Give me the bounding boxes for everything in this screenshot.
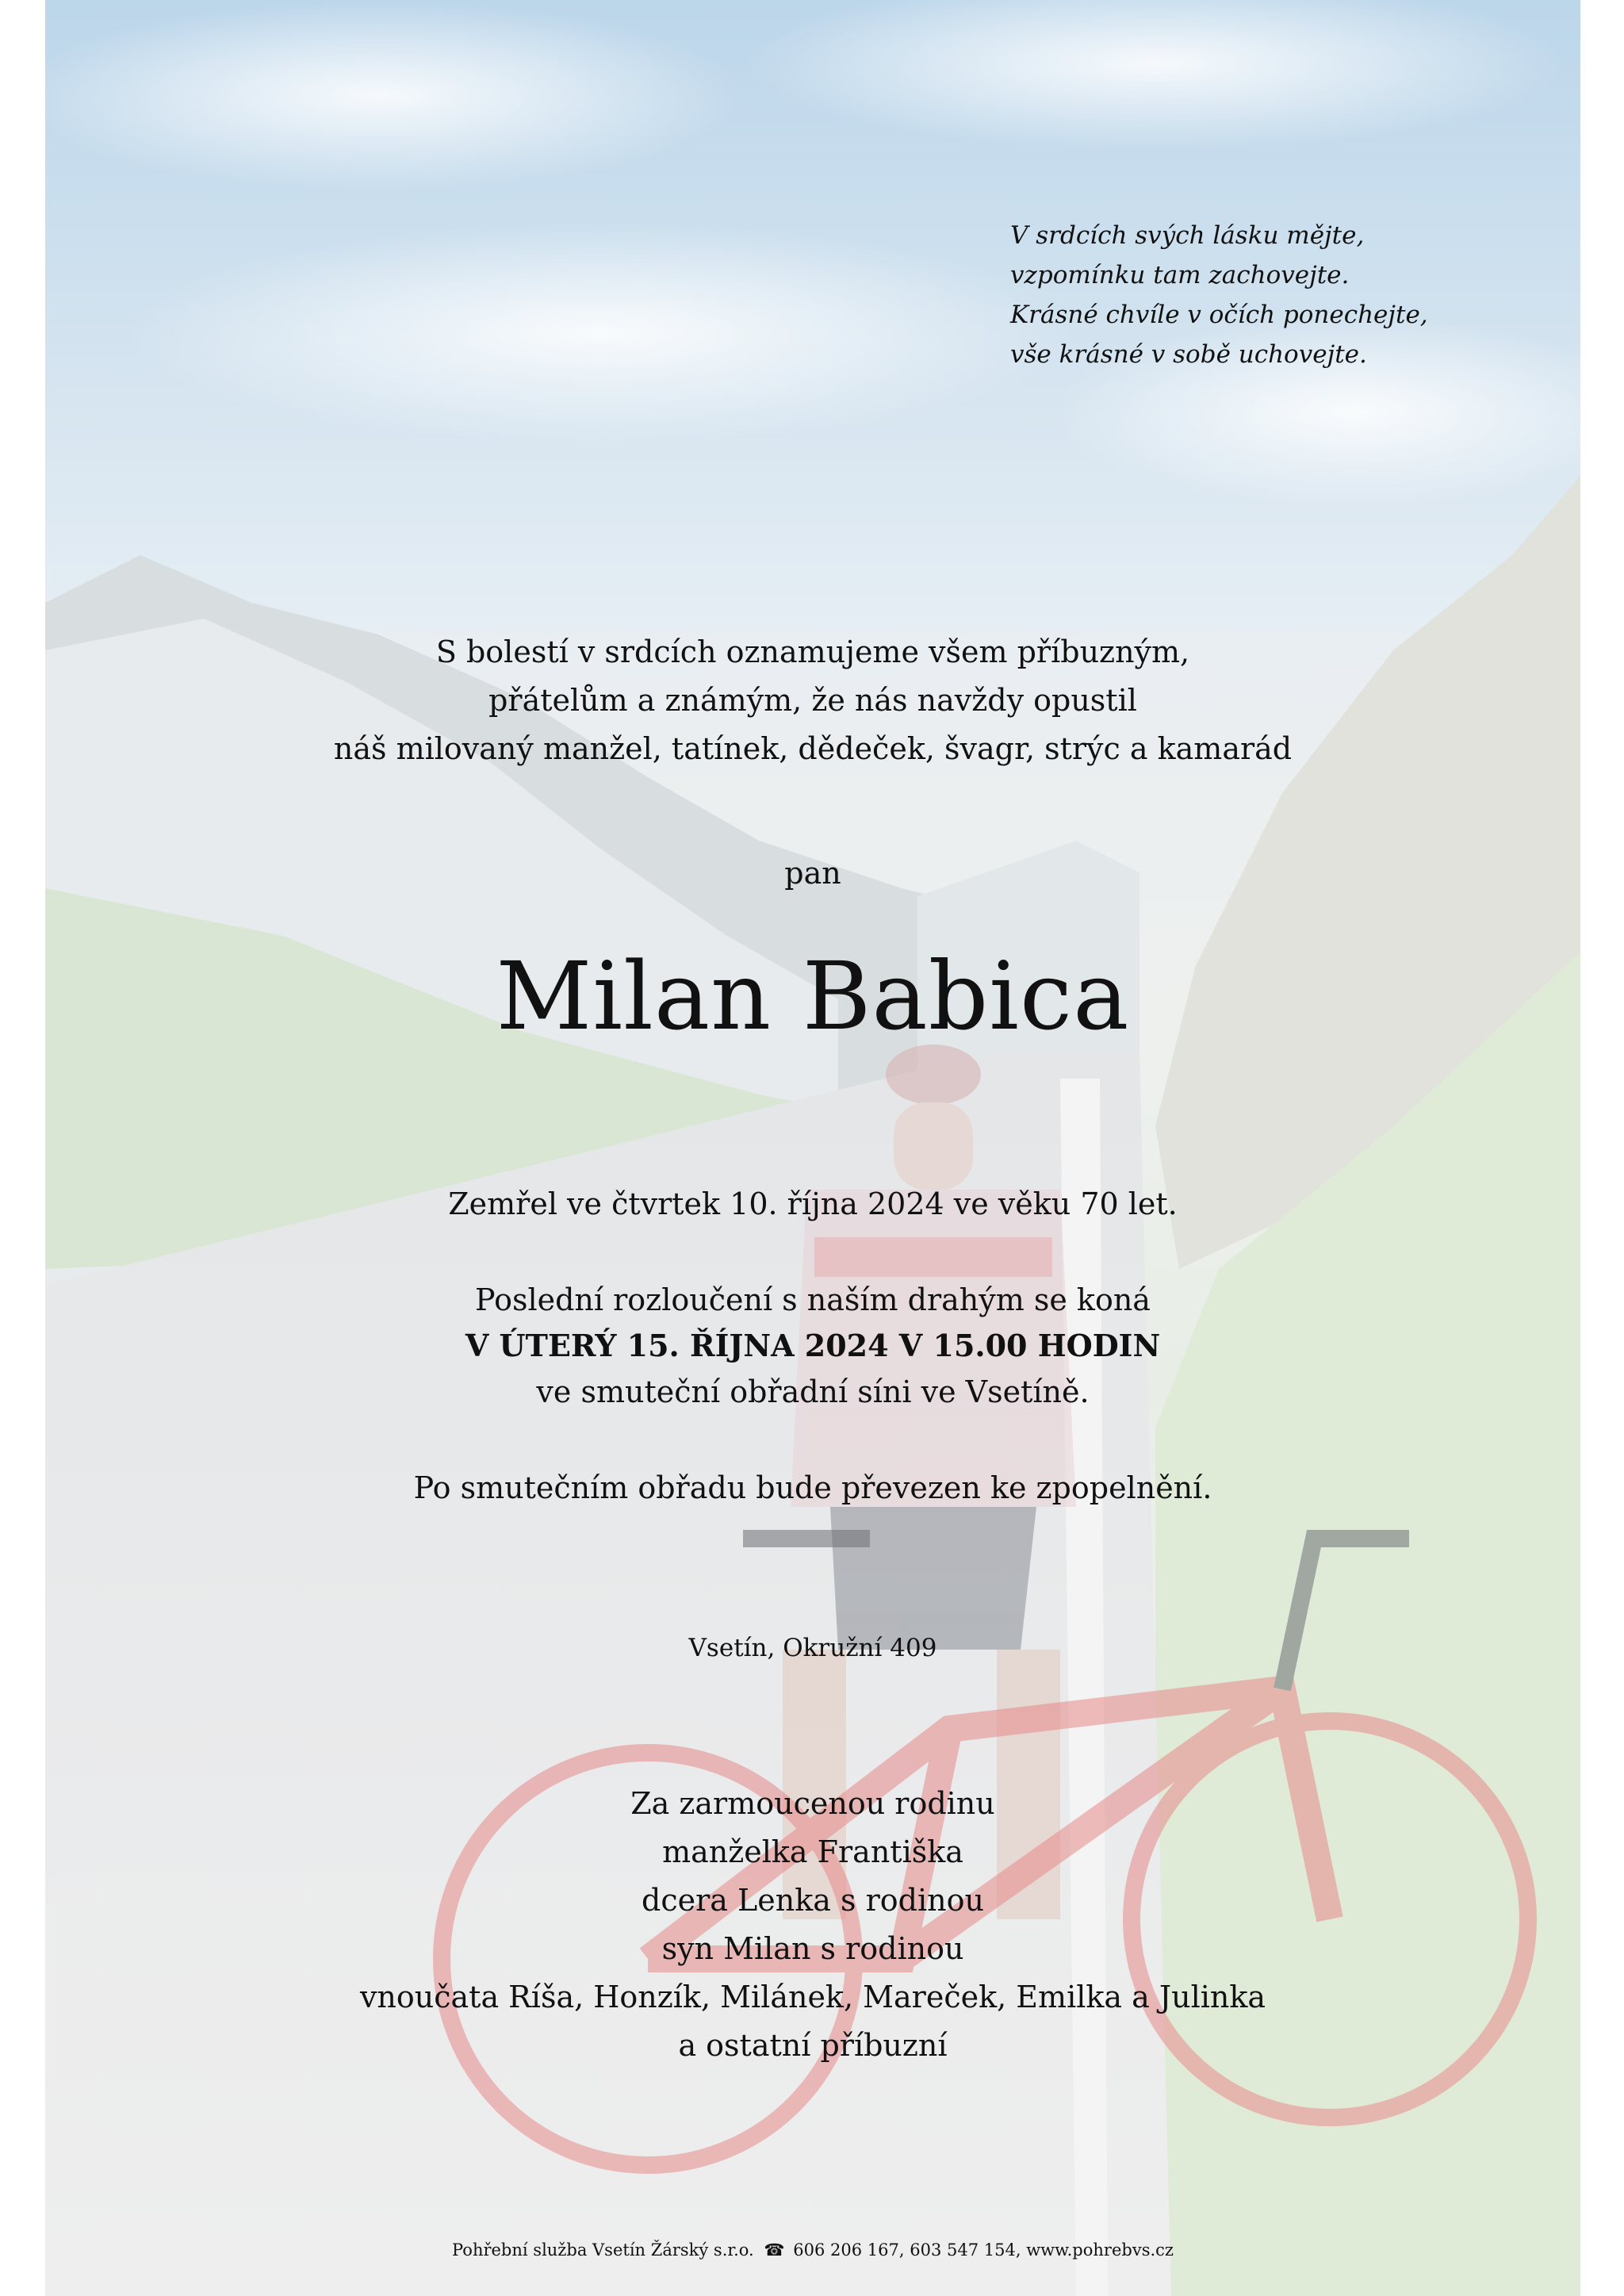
mourners-line: vnoučata Ríša, Honzík, Milánek, Mareček, Emilka a Julinka — [359, 1980, 1266, 2014]
mourners-line: manželka Františka — [662, 1834, 963, 1869]
ceremony-datetime: V ÚTERÝ 15. ŘÍJNA 2024 V 15.00 HODIN — [465, 1328, 1161, 1363]
footer-company: Pohřební služba Vsetín Žárský s.r.o. — [452, 2240, 754, 2260]
cloud — [45, 0, 743, 190]
mourners-line: a ostatní příbuzní — [678, 2028, 948, 2063]
verse-line: V srdcích svých lásku mějte, — [1010, 221, 1365, 250]
ceremony-intro: Poslední rozloučení s naším drahým se koná — [475, 1282, 1151, 1317]
announcement-line: přátelům a známým, že nás navždy opustil — [488, 683, 1137, 718]
mourners-line: dcera Lenka s rodinou — [642, 1883, 984, 1918]
mourners-line: syn Milan s rodinou — [661, 1931, 964, 1966]
deceased-name: Milan Babica — [496, 941, 1130, 1051]
mourners-list — [45, 1780, 1580, 2070]
helmet — [886, 1045, 981, 1105]
parte-sheet — [45, 0, 1580, 2296]
title-word: pan — [784, 856, 841, 891]
ceremony-place: ve smuteční obřadní síni ve Vsetíně. — [536, 1374, 1090, 1409]
footer-website[interactable]: www.pohrebvs.cz — [1026, 2240, 1174, 2260]
footer-phones: 606 206 167, 603 547 154, — [793, 2240, 1021, 2260]
funeral-service-footer — [45, 2238, 1580, 2262]
cloud — [124, 222, 1076, 444]
ceremony-info — [45, 1277, 1580, 1415]
phone-icon: ☎ — [764, 2240, 785, 2260]
announcement-line: S bolestí v srdcích oznamujeme všem příbuzným, — [435, 634, 1190, 669]
family-address: Vsetín, Okružní 409 — [688, 1634, 937, 1662]
verse-line: vše krásné v sobě uchovejte. — [1010, 340, 1367, 369]
verse-line: vzpomínku tam zachovejte. — [1010, 261, 1350, 289]
mourners-line: Za zarmoucenou rodinu — [630, 1786, 995, 1821]
memorial-verse — [1010, 216, 1518, 374]
jersey-stripe — [814, 1237, 1052, 1277]
head — [894, 1102, 973, 1190]
death-notice: Zemřel ve čtvrtek 10. října 2024 ve věku 70 let. — [448, 1186, 1178, 1221]
announcement-line: náš milovaný manžel, tatínek, dědeček, švagr, strýc a kamarád — [333, 731, 1293, 766]
verse-line: Krásné chvíle v očích ponechejte, — [1010, 301, 1428, 329]
cremation-note: Po smutečním obřadu bude převezen ke zpopelnění. — [413, 1470, 1212, 1505]
announcement — [45, 628, 1580, 773]
shorts — [830, 1507, 1036, 1650]
